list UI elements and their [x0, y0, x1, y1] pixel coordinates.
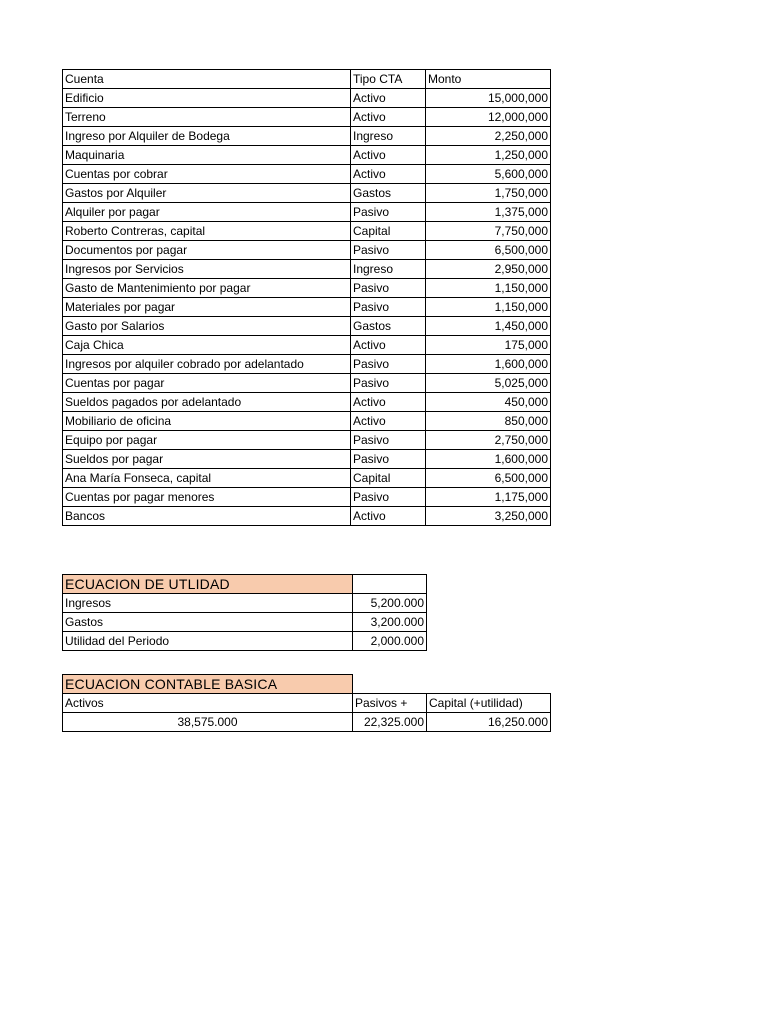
account-type-cell: Activo	[351, 412, 426, 431]
account-type-cell: Capital	[351, 222, 426, 241]
account-type-cell: Activo	[351, 108, 426, 127]
account-name-cell: Ana María Fonseca, capital	[63, 469, 351, 488]
account-amount-cell: 1,450,000	[426, 317, 551, 336]
account-name-cell: Ingresos por Servicios	[63, 260, 351, 279]
account-type-cell: Activo	[351, 146, 426, 165]
account-type-cell: Pasivo	[351, 203, 426, 222]
account-amount-cell: 1,175,000	[426, 488, 551, 507]
contable-values-row	[63, 713, 551, 732]
table-row	[63, 184, 551, 203]
account-type-cell: Activo	[351, 393, 426, 412]
account-name-cell: Cuentas por pagar menores	[63, 488, 351, 507]
table-row	[63, 431, 551, 450]
table-row	[63, 336, 551, 355]
contable-title-spacer	[353, 675, 427, 694]
account-amount-cell: 450,000	[426, 393, 551, 412]
accounts-table	[62, 69, 551, 526]
account-name-cell: Gasto por Salarios	[63, 317, 351, 336]
account-type-cell: Pasivo	[351, 374, 426, 393]
utilidad-title-row	[63, 575, 427, 594]
account-name-cell: Sueldos por pagar	[63, 450, 351, 469]
account-type-cell: Pasivo	[351, 431, 426, 450]
account-name-cell: Maquinaria	[63, 146, 351, 165]
table-row	[63, 89, 551, 108]
header-tipo-cta: Tipo CTA	[351, 70, 426, 89]
table-row	[63, 203, 551, 222]
contable-title-spacer	[427, 675, 551, 694]
account-name-cell: Ingresos por alquiler cobrado por adelantado	[63, 355, 351, 374]
account-amount-cell: 3,250,000	[426, 507, 551, 526]
utilidad-label: Ingresos	[63, 594, 353, 613]
contable-title: ECUACION CONTABLE BASICA	[63, 675, 353, 694]
contable-title-row	[63, 675, 551, 694]
utilidad-value: 5,200.000	[353, 594, 427, 613]
account-type-cell: Pasivo	[351, 450, 426, 469]
header-pasivos: Pasivos +	[353, 694, 427, 713]
account-amount-cell: 1,375,000	[426, 203, 551, 222]
account-type-cell: Pasivo	[351, 488, 426, 507]
accounts-header-row	[63, 70, 551, 89]
account-name-cell: Roberto Contreras, capital	[63, 222, 351, 241]
utilidad-label: Gastos	[63, 613, 353, 632]
account-amount-cell: 7,750,000	[426, 222, 551, 241]
account-amount-cell: 850,000	[426, 412, 551, 431]
account-amount-cell: 6,500,000	[426, 241, 551, 260]
account-type-cell: Activo	[351, 89, 426, 108]
account-name-cell: Mobiliario de oficina	[63, 412, 351, 431]
account-amount-cell: 1,150,000	[426, 279, 551, 298]
utilidad-title: ECUACION DE UTLIDAD	[63, 575, 353, 594]
account-type-cell: Activo	[351, 165, 426, 184]
account-type-cell: Gastos	[351, 317, 426, 336]
table-row	[63, 108, 551, 127]
utilidad-title-empty-cell	[353, 575, 427, 594]
account-name-cell: Edificio	[63, 89, 351, 108]
value-pasivos: 22,325.000	[353, 713, 427, 732]
account-amount-cell: 6,500,000	[426, 469, 551, 488]
utilidad-row-ingresos	[63, 594, 427, 613]
table-row	[63, 279, 551, 298]
table-row	[63, 241, 551, 260]
header-cuenta: Cuenta	[63, 70, 351, 89]
account-amount-cell: 1,600,000	[426, 450, 551, 469]
account-name-cell: Gasto de Mantenimiento por pagar	[63, 279, 351, 298]
account-type-cell: Capital	[351, 469, 426, 488]
account-amount-cell: 1,250,000	[426, 146, 551, 165]
accounts-table-body	[63, 70, 551, 526]
account-amount-cell: 175,000	[426, 336, 551, 355]
account-name-cell: Terreno	[63, 108, 351, 127]
table-row	[63, 412, 551, 431]
table-row	[63, 374, 551, 393]
account-amount-cell: 1,750,000	[426, 184, 551, 203]
account-amount-cell: 15,000,000	[426, 89, 551, 108]
account-type-cell: Activo	[351, 336, 426, 355]
account-name-cell: Caja Chica	[63, 336, 351, 355]
value-activos: 38,575.000	[63, 713, 353, 732]
utilidad-label: Utilidad del Periodo	[63, 632, 353, 651]
utilidad-value: 3,200.000	[353, 613, 427, 632]
table-row	[63, 222, 551, 241]
account-amount-cell: 2,950,000	[426, 260, 551, 279]
account-name-cell: Ingreso por Alquiler de Bodega	[63, 127, 351, 146]
table-row	[63, 393, 551, 412]
utilidad-value: 2,000.000	[353, 632, 427, 651]
table-row	[63, 469, 551, 488]
account-name-cell: Bancos	[63, 507, 351, 526]
contable-header-row	[63, 694, 551, 713]
account-name-cell: Materiales por pagar	[63, 298, 351, 317]
account-amount-cell: 12,000,000	[426, 108, 551, 127]
table-row	[63, 127, 551, 146]
account-type-cell: Pasivo	[351, 279, 426, 298]
account-amount-cell: 5,025,000	[426, 374, 551, 393]
account-amount-cell: 1,600,000	[426, 355, 551, 374]
account-amount-cell: 2,750,000	[426, 431, 551, 450]
account-name-cell: Cuentas por cobrar	[63, 165, 351, 184]
account-name-cell: Cuentas por pagar	[63, 374, 351, 393]
utilidad-row-gastos	[63, 613, 427, 632]
account-type-cell: Pasivo	[351, 355, 426, 374]
account-amount-cell: 2,250,000	[426, 127, 551, 146]
table-row	[63, 450, 551, 469]
account-type-cell: Ingreso	[351, 127, 426, 146]
ecuacion-contable-table	[62, 674, 551, 732]
account-name-cell: Documentos por pagar	[63, 241, 351, 260]
account-amount-cell: 5,600,000	[426, 165, 551, 184]
table-row	[63, 298, 551, 317]
header-capital: Capital (+utilidad)	[427, 694, 551, 713]
account-name-cell: Sueldos pagados por adelantado	[63, 393, 351, 412]
table-row	[63, 165, 551, 184]
value-capital: 16,250.000	[427, 713, 551, 732]
account-name-cell: Equipo por pagar	[63, 431, 351, 450]
account-type-cell: Pasivo	[351, 241, 426, 260]
account-name-cell: Gastos por Alquiler	[63, 184, 351, 203]
table-row	[63, 317, 551, 336]
header-activos: Activos	[63, 694, 353, 713]
account-type-cell: Gastos	[351, 184, 426, 203]
table-row	[63, 146, 551, 165]
header-monto: Monto	[426, 70, 551, 89]
table-row	[63, 488, 551, 507]
utilidad-row-periodo	[63, 632, 427, 651]
account-type-cell: Activo	[351, 507, 426, 526]
table-row	[63, 507, 551, 526]
account-name-cell: Alquiler por pagar	[63, 203, 351, 222]
table-row	[63, 260, 551, 279]
table-row	[63, 355, 551, 374]
account-amount-cell: 1,150,000	[426, 298, 551, 317]
account-type-cell: Ingreso	[351, 260, 426, 279]
ecuacion-utilidad-table	[62, 574, 427, 651]
account-type-cell: Pasivo	[351, 298, 426, 317]
